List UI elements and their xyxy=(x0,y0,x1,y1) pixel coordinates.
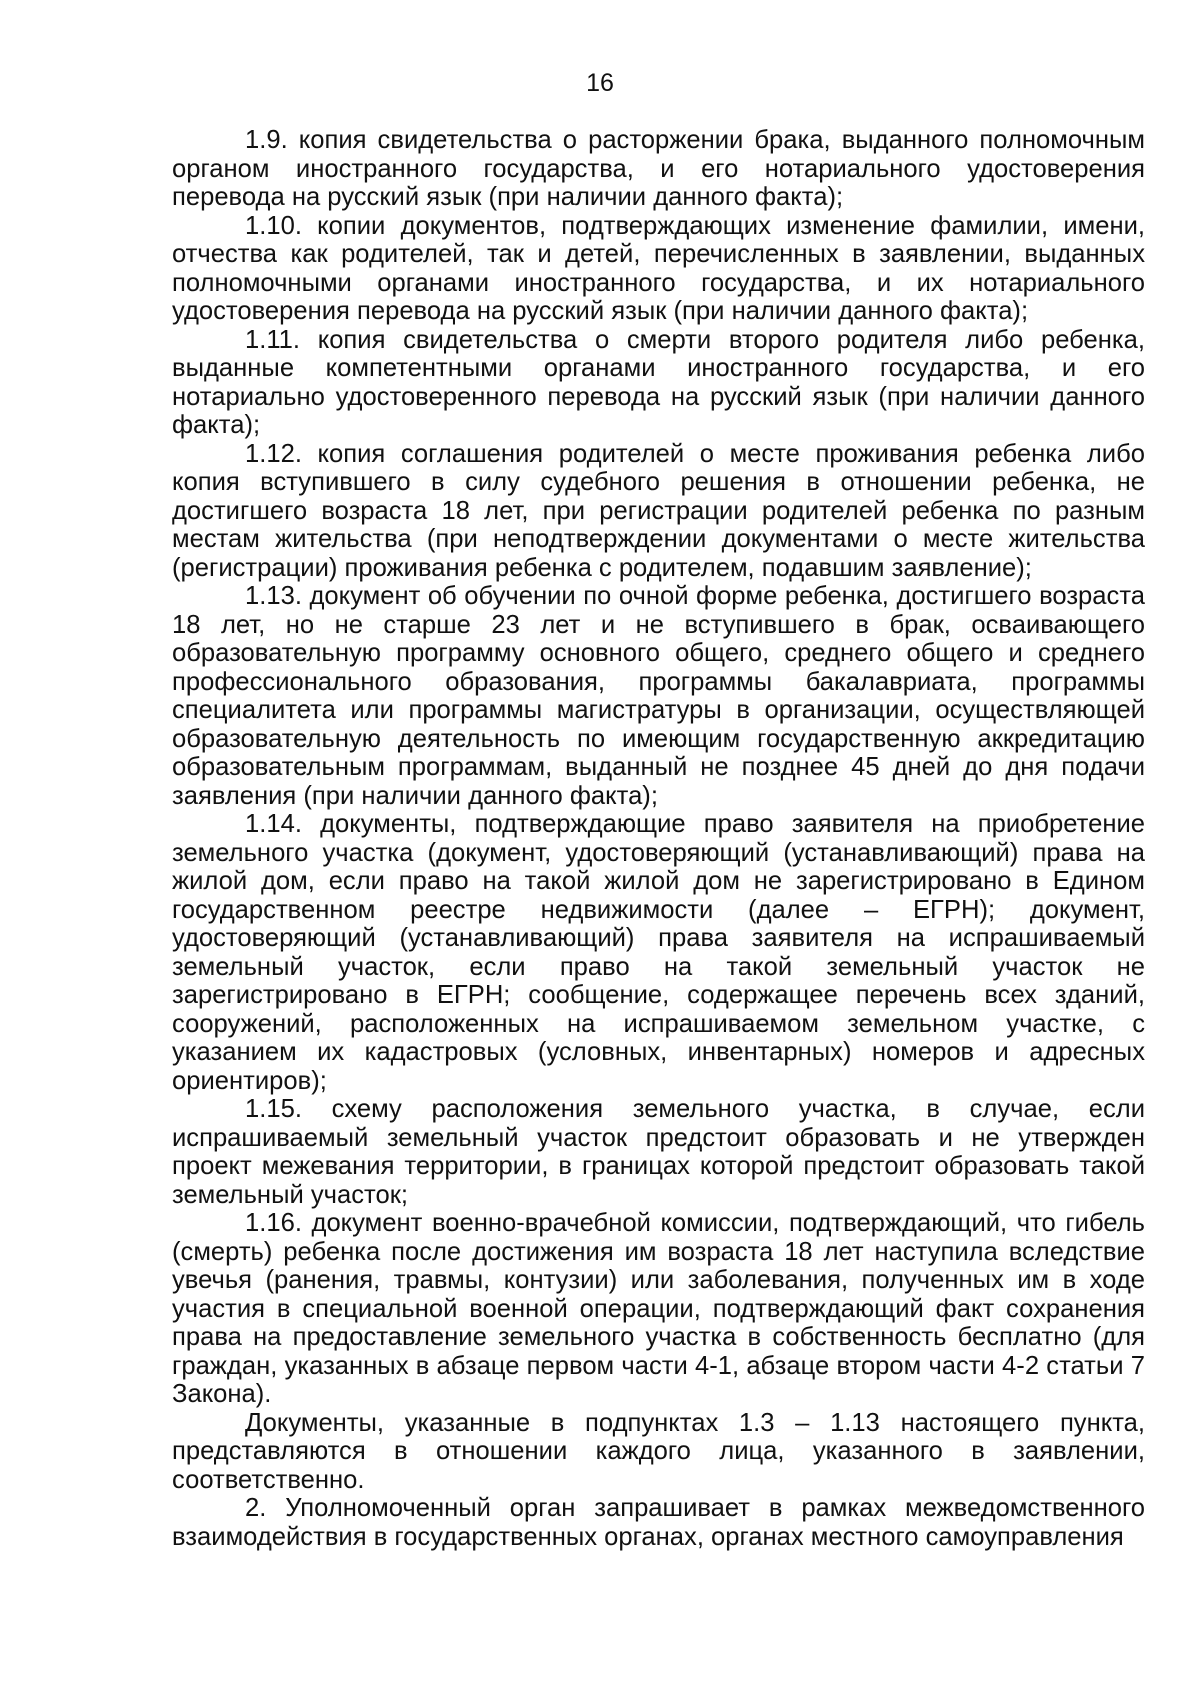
paragraph-documents-note: Документы, указанные в подпунктах 1.3 – 1.13 настоящего пункта, представляются в отношении каждого лица, указанного в заявлении, соответственно. xyxy=(172,1408,1145,1494)
paragraph-1-11: 1.11. копия свидетельства о смерти второго родителя либо ребенка, выданные компетентными органами иностранного государства, и его нотариально удостоверенного перевода на русский язык (при наличии данного факта); xyxy=(172,325,1145,439)
document-body xyxy=(172,126,1145,1551)
paragraph-1-15: 1.15. схему расположения земельного участка, в случае, если испрашиваемый земельный участок предстоит образовать и не утвержден проект межевания территории, в границах которой предстоит образовать такой земельный участок; xyxy=(172,1095,1145,1209)
paragraph-1-13: 1.13. документ об обучении по очной форме ребенка, достигшего возраста 18 лет, но не старше 23 лет и не вступившего в брак, осваивающего образовательную программу основного общего, среднего общего и среднего профессионального образования, программы бакалавриата, программы специалитета или программы магистратуры в организации, осуществляющей образовательную деятельность по имеющим государственную аккредитацию образовательным программам, выданный не позднее 45 дней до дня подачи заявления (при наличии данного факта); xyxy=(172,582,1145,810)
paragraph-1-14: 1.14. документы, подтверждающие право заявителя на приобретение земельного участка (документ, удостоверяющий (устанавливающий) права на жилой дом, если право на такой жилой дом не зарегистрировано в Едином государственном реестре недвижимости (далее – ЕГРН); документ, удостоверяющий (устанавливающий) права заявителя на испрашиваемый земельный участок, если право на такой земельный участок не зарегистрировано в ЕГРН; сообщение, содержащее перечень всех зданий, сооружений, расположенных на испрашиваемом земельном участке, с указанием их кадастровых (условных, инвентарных) номеров и адресных ориентиров); xyxy=(172,810,1145,1095)
paragraph-1-10: 1.10. копии документов, подтверждающих изменение фамилии, имени, отчества как родителей, так и детей, перечисленных в заявлении, выданных полномочными органами иностранного государства, и их нотариального удостоверения перевода на русский язык (при наличии данного факта); xyxy=(172,211,1145,325)
paragraph-1-12: 1.12. копия соглашения родителей о месте проживания ребенка либо копия вступившего в силу судебного решения в отношении ребенка, не достигшего возраста 18 лет, при регистрации родителей ребенка по разным местам жительства (при неподтверждении документами о месте жительства (регистрации) проживания ребенка с родителем, подавшим заявление); xyxy=(172,439,1145,582)
paragraph-2: 2. Уполномоченный орган запрашивает в рамках межведомственного взаимодействия в государственных органах, органах местного самоуправления xyxy=(172,1494,1145,1551)
page-number: 16 xyxy=(586,69,614,97)
paragraph-1-9: 1.9. копия свидетельства о расторжении брака, выданного полномочным органом иностранного государства, и его нотариального удостоверения перевода на русский язык (при наличии данного факта); xyxy=(172,126,1145,211)
paragraph-1-16: 1.16. документ военно-врачебной комиссии, подтверждающий, что гибель (смерть) ребенка после достижения им возраста 18 лет наступила вследствие увечья (ранения, травмы, контузии) или заболевания, полученных им в ходе участия в специальной военной операции, подтверждающий факт сохранения права на предоставление земельного участка в собственность бесплатно (для граждан, указанных в абзаце первом части 4-1, абзаце втором части 4-2 статьи 7 Закона). xyxy=(172,1209,1145,1408)
